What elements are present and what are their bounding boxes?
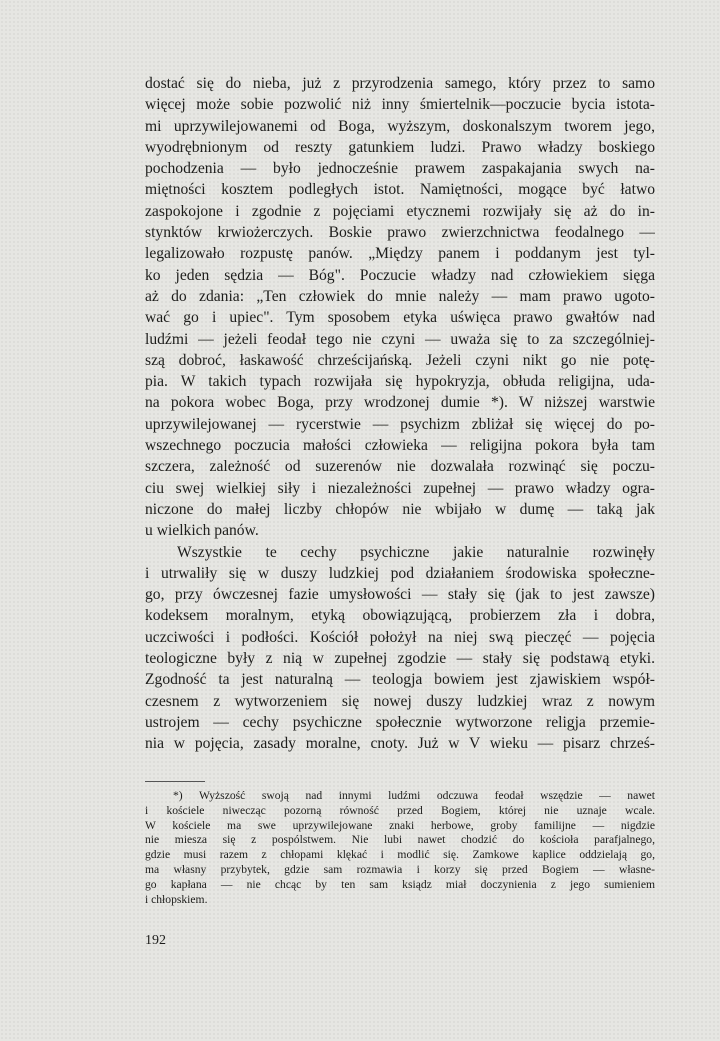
footnote-line: ma własny przybytek, gdzie sam rozmawia i korzy się przed Bogiem — własne- — [145, 862, 655, 876]
text-line: wyodrębnionym od reszty gatunkiem ludzi. Prawo władzy boskiego — [145, 138, 655, 156]
text-line: niczone do małej liczby chłopów nie wbijało w dumę — taką jak — [145, 500, 655, 518]
text-line: uczciwości i podłości. Kościół położył na niej swą pieczęć — pojęcia — [145, 628, 655, 646]
text-line: kodeksem moralnym, etyką obowiązującą, probierzem zła i dobra, — [145, 607, 655, 625]
footnote-line: nie miesza się z pospólstwem. Nie lubi nawet chodzić do kościoła parafjalnego, — [145, 833, 655, 847]
footnote-line: *) Wyższość swoją nad innymi ludźmi odczuwa feodał wszędzie — nawet — [173, 789, 655, 802]
footnote-line: i chłopskiem. — [145, 892, 208, 906]
text-line: legalizowało rozpustę panów. „Między panem i poddanym jest tyl- — [145, 245, 655, 263]
text-line: stynktów krwiożerczych. Boskie prawo zwierzchnictwa feodalnego — — [145, 224, 655, 242]
text-line: dostać się do nieba, już z przyrodzenia samego, który przez to samo — [145, 75, 655, 92]
footnote-line: i kościele niwecząc pozorną równość przed Bogiem, której nie uznaje wcale. — [145, 803, 655, 817]
footnote-line: gdzie musi razem z chłopami klękać i modlić się. Zamkowe kaplice oddzielają go, — [145, 848, 655, 862]
text-line: mi uprzywilejowanemi od Boga, wyższym, doskonalszym tworem jego, — [145, 117, 655, 135]
paragraph-end-line: u wielkich panów. — [145, 522, 259, 540]
main-text — [145, 73, 655, 755]
text-line: go, przy ówczesnej fazie umysłowości — stały się (jak to jest zawsze) — [145, 586, 655, 604]
text-line: więcej może sobie pozwolić niż inny śmiertelnik—poczucie bycia istota- — [145, 96, 655, 114]
text-line: zaspokojone i zgodnie z pojęciami etycznemi rozwijały się aż do in- — [145, 202, 655, 220]
text-line: miętności kosztem podległych istot. Namiętności, mogące być łatwo — [145, 181, 655, 199]
text-line: szczera, zależność od suzerenów nie dozwalała rozwinąć się poczu- — [145, 458, 655, 476]
footnote-separator — [145, 781, 205, 782]
page-number: 192 — [145, 933, 166, 948]
text-line: na pokora wobec Boga, przy wrodzonej dumie *). W niższej warstwie — [145, 394, 655, 412]
text-line: ustrojem — cechy psychiczne społecznie wytworzone religja przemie- — [145, 713, 655, 731]
text-line: nia w pojęcia, zasady moralne, cnoty. Już w V wieku — pisarz chrześ- — [145, 735, 655, 753]
text-line: ko jeden sędzia — Bóg". Poczucie władzy nad człowiekiem sięga — [145, 266, 655, 284]
text-line: wszechnego poczucia małości człowieka — religijna pokora była tam — [145, 437, 655, 455]
footnote-line: W kościele ma swe uprzywilejowane znaki herbowe, groby familijne — nigdzie — [145, 818, 655, 832]
text-line: aż do zdania: „Ten człowiek do mnie należy — mam prawo ugoto- — [145, 287, 655, 305]
text-line: wać go i upiec". Tym sposobem etyka uświęca prawo gwałtów nad — [145, 309, 655, 327]
text-line: ludźmi — jeżeli feodał tego nie czyni — uważa się to za szczególniej- — [145, 330, 655, 348]
text-line: szą dobroć, łaskawość chrześcijańską. Jeżeli czyni nikt go nie potę- — [145, 351, 655, 369]
footnote — [145, 789, 655, 907]
text-line: pochodzenia — było jednocześnie prawem zaspakajania swych na- — [145, 160, 655, 178]
text-line: teologiczne były z nią w zupełnej zgodzie — stały się podstawą etyki. — [145, 650, 655, 668]
text-line: ciu swej wielkiej siły i niezależności zupełnej — prawo władzy ogra- — [145, 479, 655, 497]
text-line: Zgodność ta jest naturalną — teologja bowiem jest zjawiskiem współ- — [145, 671, 655, 689]
text-line: czesnem z wytworzeniem się nowej duszy ludzkiej wraz z nowym — [145, 692, 655, 710]
text-line: i utrwaliły się w duszy ludzkiej pod działaniem środowiska społeczne- — [145, 564, 655, 582]
paragraph-start-line: Wszystkie te cechy psychiczne jakie naturalnie rozwinęły — [177, 543, 655, 561]
footnote-line: go kapłana — nie chcąc by ten sam ksiądz miał doczynienia z jego sumieniem — [145, 877, 655, 891]
text-line: uprzywilejowanej — rycerstwie — psychizm zbliżał się więcej do po- — [145, 415, 655, 433]
text-line: pia. W takich typach rozwijała się hypokryzja, obłuda religijna, uda- — [145, 373, 655, 391]
